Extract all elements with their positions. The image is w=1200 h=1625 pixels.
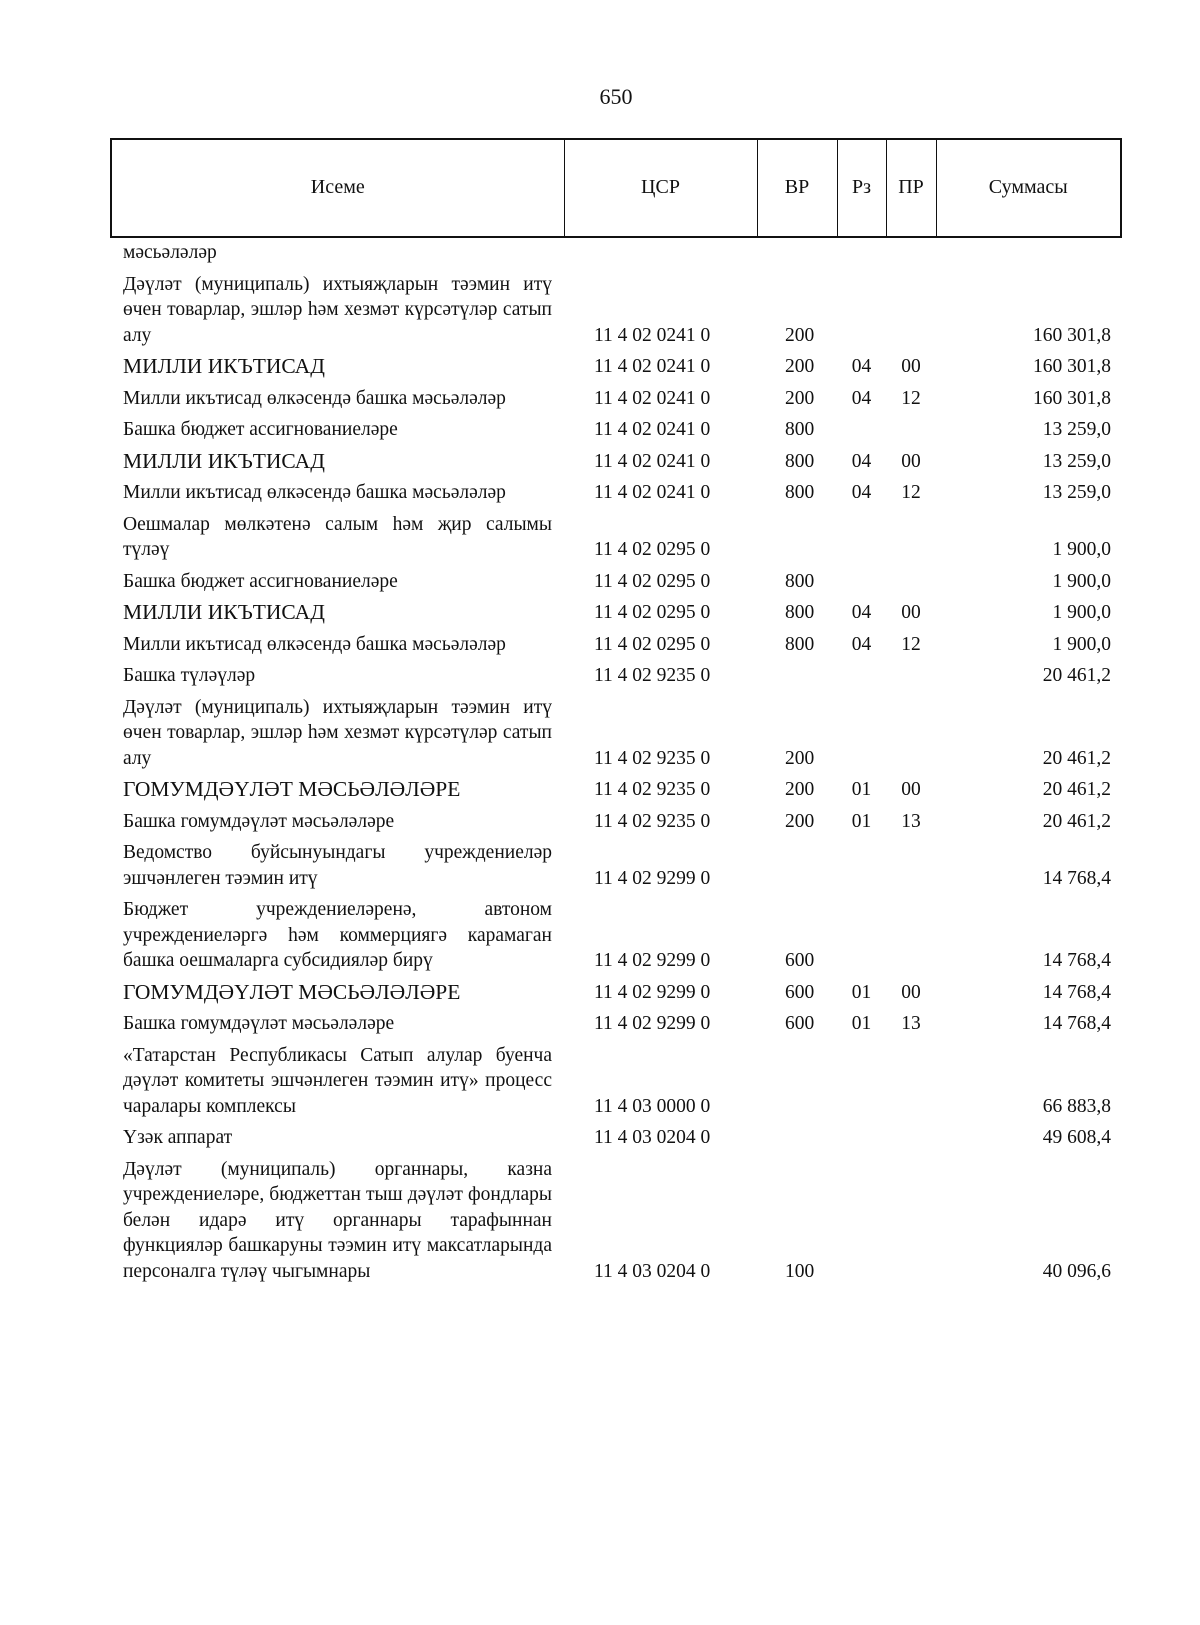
cell-pr — [886, 837, 936, 894]
cell-sum — [936, 237, 1121, 269]
table-row — [111, 629, 1121, 661]
cell-pr: 00 — [901, 450, 921, 472]
cell-rz: 01 — [851, 810, 872, 832]
cell-csr: 11 4 02 0241 0 — [594, 324, 711, 346]
cell-name: МИЛЛИ ИКЪТИСАД — [123, 448, 325, 473]
cell-rz — [837, 237, 886, 269]
cell-sum: 66 883,8 — [1042, 1095, 1111, 1117]
cell-name: ГОМУМДӘҮЛӘТ МӘСЬӘЛӘЛӘРЕ — [123, 777, 461, 801]
cell-vr: 600 — [785, 1013, 815, 1034]
table-body — [111, 237, 1121, 1287]
page-number: 650 — [599, 84, 633, 109]
table-row — [111, 1008, 1121, 1040]
cell-pr — [886, 692, 936, 775]
cell-name: Милли икътисад өлкәсендә башка мәсьәләләр — [123, 482, 506, 503]
cell-vr: 800 — [785, 419, 815, 440]
cell-csr: 11 4 02 9235 0 — [594, 779, 711, 800]
cell-sum: 160 301,8 — [1033, 356, 1111, 377]
header-csr: ЦСР — [564, 139, 757, 237]
cell-pr: 00 — [901, 602, 921, 623]
table-row — [111, 269, 1121, 352]
table-row-section — [111, 774, 1121, 806]
cell-vr: 800 — [785, 570, 815, 592]
cell-name: мәсьәләләр — [123, 242, 217, 263]
table-header — [111, 139, 1121, 237]
cell-name: Бюджет учреждениеләренә, автоном учреждениеләргә һәм коммерциягә карамаган башка оешмаларга субсидияләр бирү — [123, 899, 552, 971]
cell-csr: 11 4 02 9299 0 — [594, 981, 711, 1003]
cell-vr: 200 — [785, 387, 815, 409]
cell-pr — [886, 414, 936, 446]
cell-csr: 11 4 03 0000 0 — [594, 1095, 711, 1117]
cell-pr — [886, 1154, 936, 1288]
cell-vr — [757, 1122, 837, 1154]
cell-name: ГОМУМДӘҮЛӘТ МӘСЬӘЛӘЛӘРЕ — [123, 979, 461, 1004]
cell-csr: 11 4 02 0241 0 — [594, 482, 711, 503]
cell-pr: 12 — [901, 387, 921, 409]
table-row-section — [111, 446, 1121, 478]
cell-csr — [564, 237, 757, 269]
cell-rz: 04 — [851, 633, 872, 655]
cell-csr: 11 4 02 9235 0 — [594, 747, 711, 769]
cell-vr: 800 — [785, 482, 815, 503]
cell-pr — [886, 237, 936, 269]
cell-rz: 04 — [851, 356, 872, 377]
cell-csr: 11 4 02 9235 0 — [594, 665, 711, 686]
cell-sum: 1 900,0 — [1052, 570, 1111, 592]
cell-sum: 20 461,2 — [1042, 779, 1111, 800]
cell-csr: 11 4 03 0204 0 — [594, 1260, 711, 1282]
cell-name: Башка гомумдәүләт мәсьәләләре — [123, 810, 395, 832]
cell-pr: 12 — [901, 482, 921, 503]
cell-csr: 11 4 02 0295 0 — [594, 602, 711, 623]
table-row — [111, 1122, 1121, 1154]
cell-pr: 13 — [901, 1013, 921, 1034]
cell-csr: 11 4 02 9235 0 — [594, 810, 711, 832]
cell-csr: 11 4 02 0241 0 — [594, 419, 711, 440]
cell-vr — [757, 237, 837, 269]
cell-rz — [837, 894, 886, 977]
cell-rz: 04 — [851, 602, 872, 623]
cell-pr: 12 — [901, 633, 921, 655]
header-rz: Рз — [837, 139, 886, 237]
cell-name: «Татарстан Республикасы Сатып алулар буенча дәүләт комитеты эшчәнлеген тәэмин итү» процесс чаралары комплексы — [123, 1044, 552, 1117]
cell-name: МИЛЛИ ИКЪТИСАД — [123, 600, 325, 624]
cell-csr: 11 4 03 0204 0 — [594, 1127, 711, 1148]
cell-vr — [757, 1040, 837, 1123]
table-row — [111, 1040, 1121, 1123]
cell-rz: 04 — [851, 482, 872, 503]
cell-rz — [837, 269, 886, 352]
cell-rz — [837, 1122, 886, 1154]
table-row-section — [111, 351, 1121, 383]
table-row — [111, 383, 1121, 415]
cell-pr — [886, 1040, 936, 1123]
cell-name: Башка бюджет ассигнованиеләре — [123, 419, 398, 440]
cell-vr: 600 — [785, 950, 815, 971]
cell-name: Оешмалар мөлкәтенә салым һәм җир салымы түләү — [123, 513, 552, 560]
cell-name: Башка бюджет ассигнованиеләре — [123, 570, 398, 592]
cell-rz — [837, 566, 886, 598]
cell-pr — [886, 566, 936, 598]
cell-rz — [837, 692, 886, 775]
table-row — [111, 566, 1121, 598]
cell-name: Милли икътисад өлкәсендә башка мәсьәләләр — [123, 387, 506, 409]
cell-csr: 11 4 02 9299 0 — [594, 867, 711, 889]
header-pr: ПР — [886, 139, 936, 237]
cell-name: Башка түләүләр — [123, 665, 256, 686]
cell-vr: 200 — [785, 324, 815, 346]
cell-csr: 11 4 02 0241 0 — [594, 356, 711, 377]
header-sum: Суммасы — [936, 139, 1121, 237]
cell-sum: 14 768,4 — [1042, 981, 1111, 1003]
table-row — [111, 1154, 1121, 1288]
cell-vr: 200 — [785, 810, 815, 832]
cell-name: Ведомство буйсынуындагы учреждениеләр эшчәнлеген тәэмин итү — [123, 842, 552, 889]
cell-vr: 800 — [785, 450, 815, 472]
cell-sum: 13 259,0 — [1042, 482, 1111, 503]
cell-vr: 100 — [785, 1260, 815, 1282]
cell-pr — [886, 509, 936, 566]
cell-sum: 1 900,0 — [1052, 539, 1111, 560]
cell-rz — [837, 414, 886, 446]
cell-csr: 11 4 02 9299 0 — [594, 950, 711, 971]
cell-sum: 160 301,8 — [1033, 387, 1111, 409]
cell-name: Үзәк аппарат — [123, 1127, 233, 1148]
cell-sum: 13 259,0 — [1042, 450, 1111, 472]
cell-csr: 11 4 02 0295 0 — [594, 633, 711, 655]
cell-rz: 01 — [851, 981, 872, 1003]
cell-vr — [757, 509, 837, 566]
cell-vr: 200 — [785, 356, 815, 377]
cell-vr: 200 — [785, 779, 815, 800]
table-row-section — [111, 977, 1121, 1009]
cell-name: Дәүләт (муниципаль) ихтыяҗларын тәэмин итү өчен товарлар, эшләр һәм хезмәт күрсәтүләр сатып алу — [123, 696, 552, 769]
table-row — [111, 477, 1121, 509]
cell-vr — [757, 660, 837, 692]
cell-csr: 11 4 02 0241 0 — [594, 450, 711, 472]
cell-csr: 11 4 02 0295 0 — [594, 539, 711, 560]
cell-sum: 20 461,2 — [1042, 665, 1111, 686]
cell-sum: 40 096,6 — [1042, 1260, 1111, 1282]
table-row — [111, 660, 1121, 692]
header-name: Исеме — [111, 139, 564, 237]
cell-sum: 160 301,8 — [1033, 324, 1111, 346]
cell-pr — [886, 269, 936, 352]
cell-sum: 13 259,0 — [1042, 419, 1111, 440]
cell-rz: 04 — [851, 450, 872, 472]
cell-rz — [837, 509, 886, 566]
table-row — [111, 894, 1121, 977]
table-row-section — [111, 597, 1121, 629]
cell-pr: 13 — [901, 810, 921, 832]
cell-pr: 00 — [901, 981, 921, 1003]
cell-csr: 11 4 02 9299 0 — [594, 1013, 711, 1034]
cell-pr: 00 — [901, 779, 921, 800]
cell-pr — [886, 1122, 936, 1154]
budget-table — [110, 138, 1122, 1287]
cell-sum: 20 461,2 — [1042, 810, 1111, 832]
cell-rz: 04 — [851, 387, 872, 409]
cell-vr — [757, 837, 837, 894]
cell-name: Милли икътисад өлкәсендә башка мәсьәләләр — [123, 633, 506, 655]
table-row — [111, 237, 1121, 269]
table-row — [111, 837, 1121, 894]
table-row — [111, 806, 1121, 838]
cell-rz — [837, 1040, 886, 1123]
cell-csr: 11 4 02 0295 0 — [594, 570, 711, 592]
cell-sum: 14 768,4 — [1042, 1013, 1111, 1034]
cell-name: Башка гомумдәүләт мәсьәләләре — [123, 1013, 395, 1034]
cell-sum: 14 768,4 — [1042, 867, 1111, 889]
table-row — [111, 692, 1121, 775]
cell-rz — [837, 1154, 886, 1288]
cell-rz: 01 — [851, 779, 872, 800]
cell-sum: 20 461,2 — [1042, 747, 1111, 769]
cell-vr: 800 — [785, 633, 815, 655]
cell-sum: 1 900,0 — [1052, 633, 1111, 655]
header-vr: ВР — [757, 139, 837, 237]
cell-rz — [837, 837, 886, 894]
cell-vr: 200 — [785, 747, 815, 769]
table-row — [111, 509, 1121, 566]
cell-name: Дәүләт (муниципаль) органнары, казна учреждениеләре, бюджеттан тыш дәүләт фондлары белән идарә итү органнары тарафыннан функцияләр башкаруны тәэмин итү максатларында персоналга түләү чыгымнары — [123, 1158, 552, 1282]
cell-name: МИЛЛИ ИКЪТИСАД — [123, 354, 325, 378]
cell-rz — [837, 660, 886, 692]
cell-sum: 14 768,4 — [1042, 950, 1111, 971]
cell-vr: 800 — [785, 602, 815, 623]
cell-vr: 600 — [785, 981, 815, 1003]
cell-pr: 00 — [901, 356, 921, 377]
cell-rz: 01 — [851, 1013, 872, 1034]
cell-sum: 1 900,0 — [1052, 602, 1111, 623]
cell-pr — [886, 894, 936, 977]
cell-sum: 49 608,4 — [1042, 1127, 1111, 1148]
cell-name: Дәүләт (муниципаль) ихтыяҗларын тәэмин итү өчен товарлар, эшләр һәм хезмәт күрсәтүләр сатып алу — [123, 273, 552, 346]
cell-csr: 11 4 02 0241 0 — [594, 387, 711, 409]
table-row — [111, 414, 1121, 446]
cell-pr — [886, 660, 936, 692]
